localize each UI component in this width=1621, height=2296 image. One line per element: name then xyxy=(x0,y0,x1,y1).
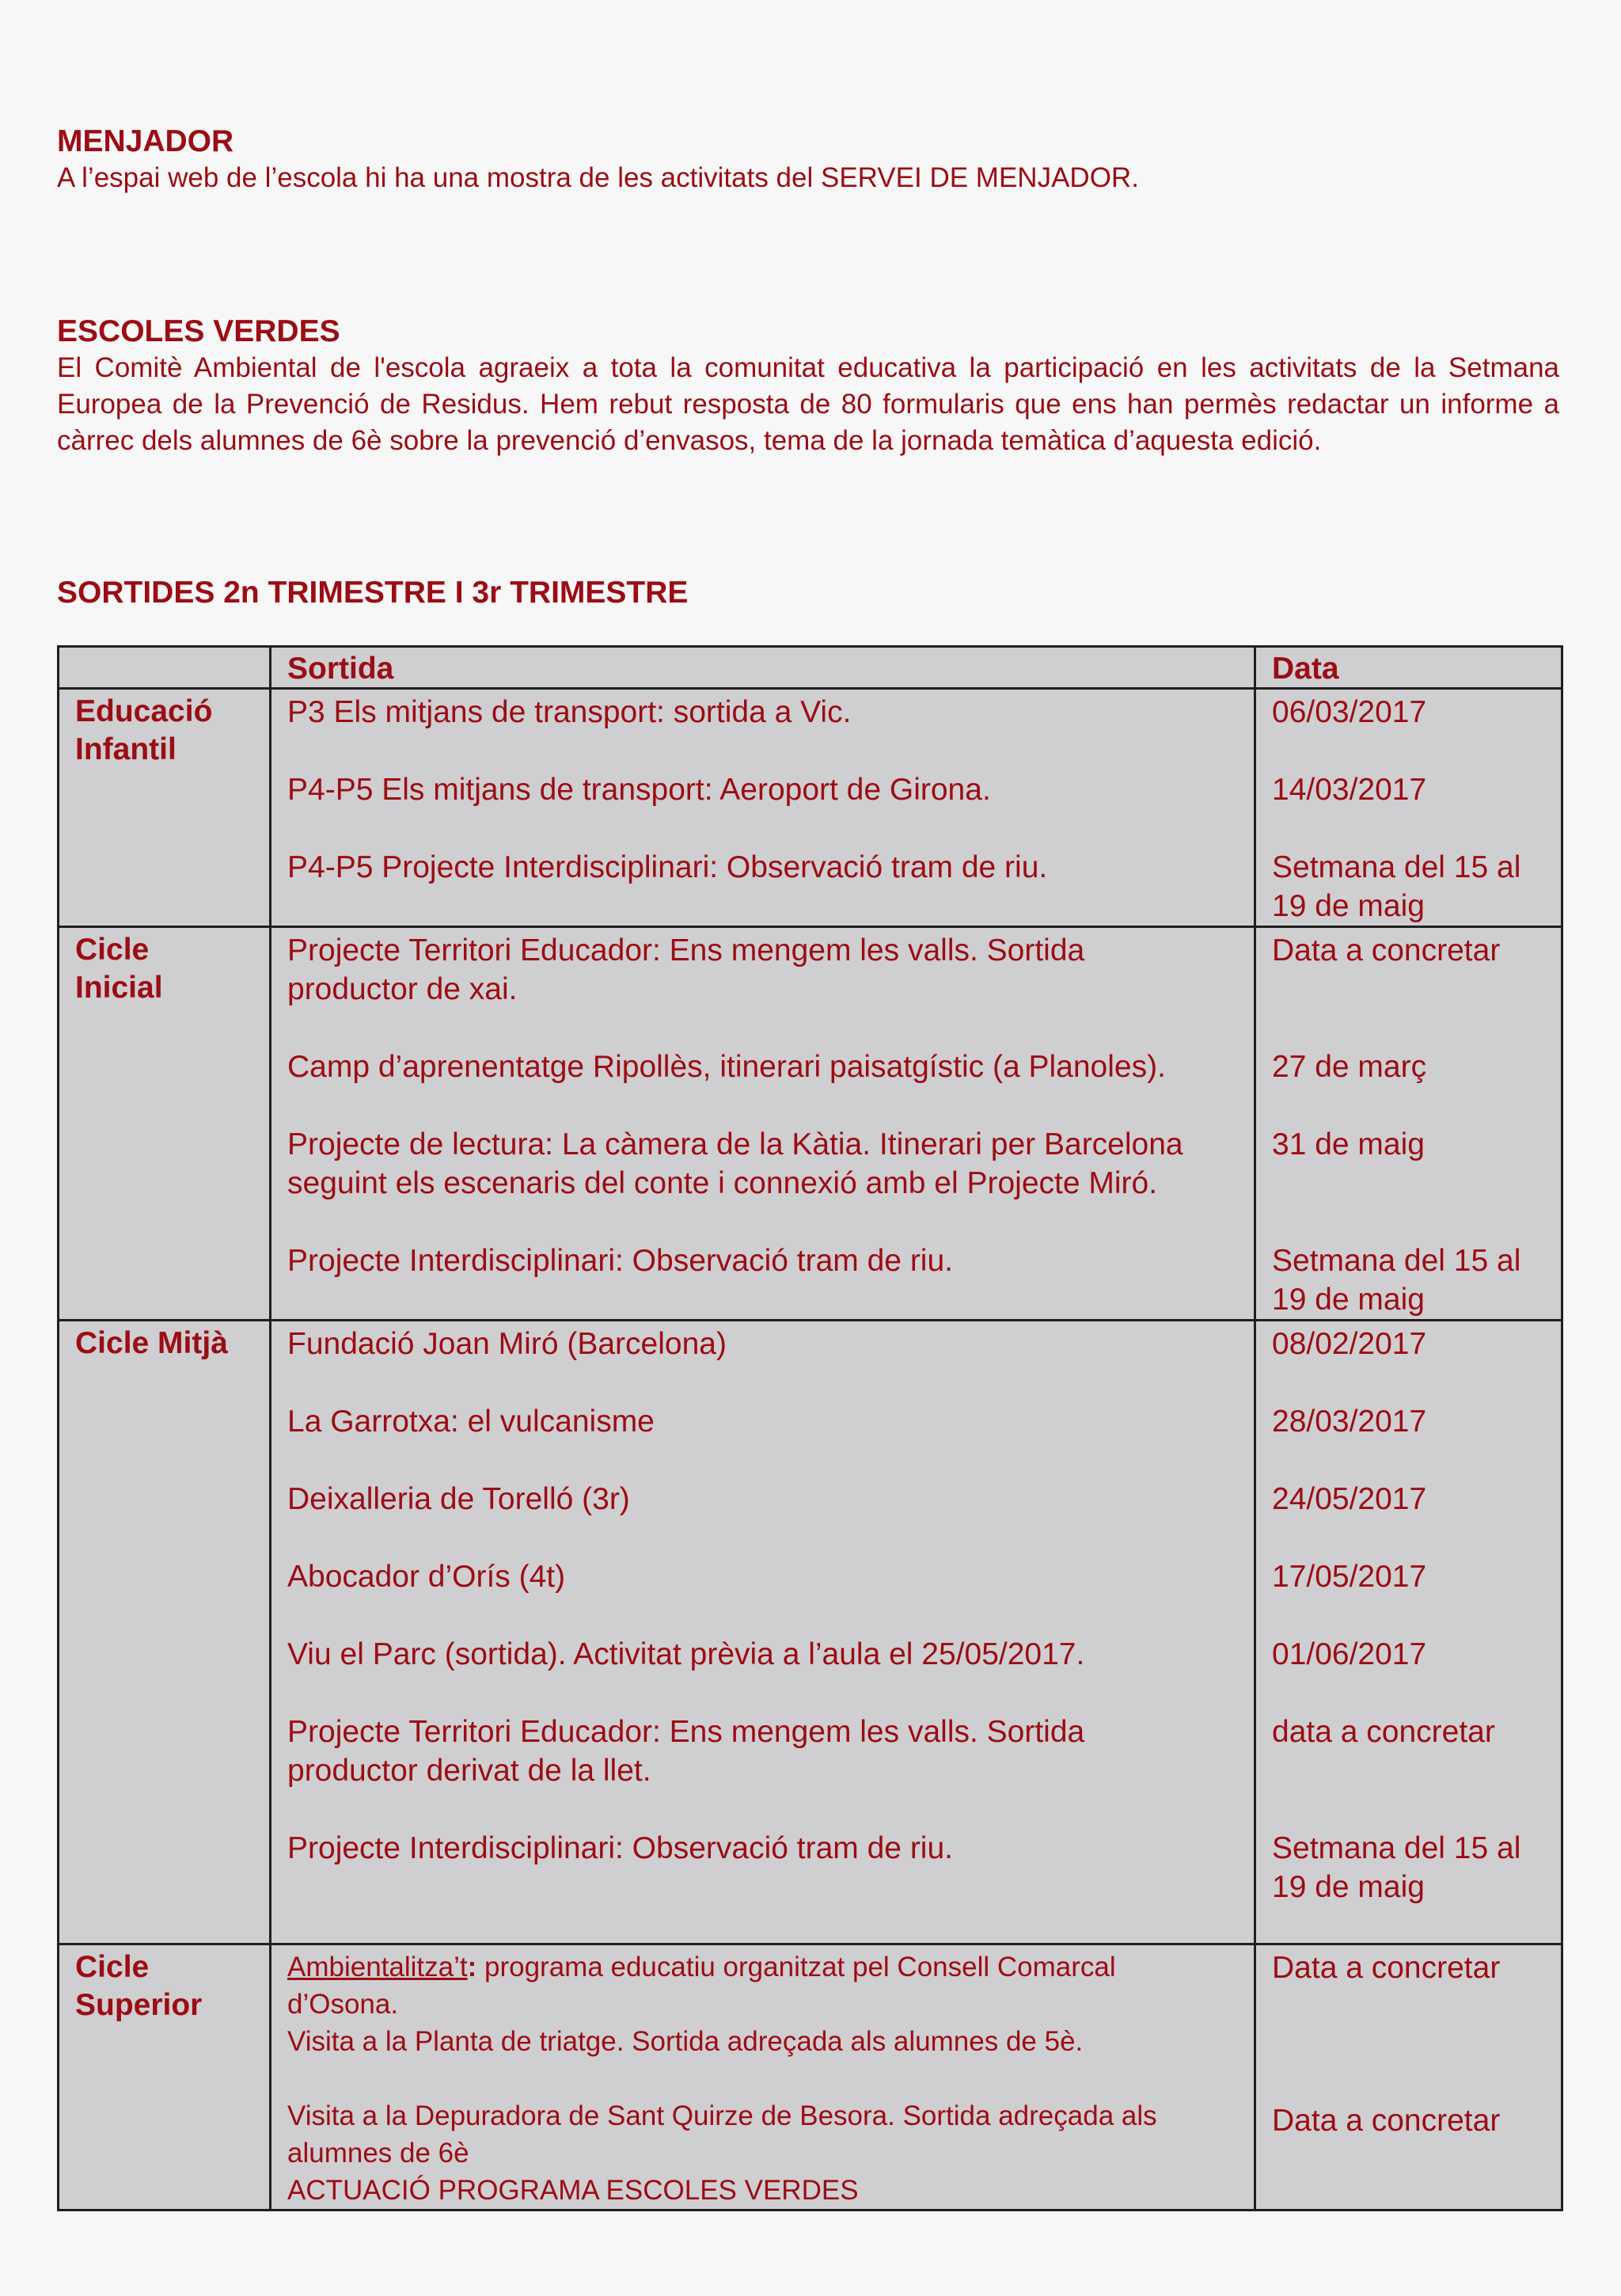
date-item: 31 de maig xyxy=(1272,1127,1425,1161)
date-item: 28/03/2017 xyxy=(1272,1405,1427,1439)
date-item: Data a concretar xyxy=(1272,933,1501,967)
cycle-label: Educació xyxy=(75,694,213,728)
cycle-label: Cicle xyxy=(75,1950,150,1984)
section-sortides xyxy=(57,575,1559,611)
date-item: 01/06/2017 xyxy=(1272,1637,1427,1671)
sortida-item: ACTUACIÓ PROGRAMA ESCOLES VERDES xyxy=(287,2175,859,2206)
date-item: 06/03/2017 xyxy=(1272,695,1427,729)
header-cycle xyxy=(59,647,271,689)
header-data: Data xyxy=(1255,647,1562,689)
date-item: 19 de maig xyxy=(1272,1870,1425,1904)
table-row-infantil xyxy=(59,689,1562,927)
sortida-cell xyxy=(271,689,1255,927)
header-sortida: Sortida xyxy=(271,647,1255,689)
data-cell xyxy=(1255,1321,1562,1944)
cycle-label: Cicle Mitjà xyxy=(75,1326,228,1360)
section-escoles-verdes xyxy=(57,314,1559,459)
date-item: Setmana del 15 al xyxy=(1272,1244,1521,1278)
sortida-item: P3 Els mitjans de transport: sortida a Vic. xyxy=(287,695,852,729)
sortida-item xyxy=(287,1948,1238,1986)
sortida-item: Visita a la Planta de triatge. Sortida adreçada als alumnes de 5è. xyxy=(287,2026,1084,2057)
cycle-label: Infantil xyxy=(75,732,177,766)
cycle-infantil xyxy=(59,689,271,927)
sortides-title: SORTIDES 2n TRIMESTRE I 3r TRIMESTRE xyxy=(57,576,689,610)
cycle-label: Cicle xyxy=(75,933,150,967)
date-item: 24/05/2017 xyxy=(1272,1482,1427,1516)
sortida-item: alumnes de 6è xyxy=(287,2138,469,2169)
sortida-item: seguint els escenaris del conte i connexió amb el Projecte Miró. xyxy=(287,1166,1158,1200)
sortida-item: Projecte Territori Educador: Ens mengem les valls. Sortida xyxy=(287,933,1085,967)
sortida-item: Abocador d’Orís (4t) xyxy=(287,1560,566,1594)
table-row-mitja xyxy=(59,1321,1562,1944)
sortida-item: Projecte Interdisciplinari: Observació tram de riu. xyxy=(287,1244,953,1278)
date-item: Data a concretar xyxy=(1272,1951,1501,1985)
date-item: 14/03/2017 xyxy=(1272,773,1427,807)
escoles-verdes-text: El Comitè Ambiental de l'escola agraeix a tota la comunitat educativa la participació en les activitats de la Setmana Europea de la Prevenció de Residus. Hem rebut resposta de 80 formularis que ens han permès redactar un informe a càrrec dels alumnes de 6è sobre la prevenció d’envasos, tema de la jornada temàtica d’aquesta edició. xyxy=(57,352,1559,456)
sortida-item: Projecte Territori Educador: Ens mengem les valls. Sortida xyxy=(287,1715,1085,1749)
cycle-superior xyxy=(59,1944,271,2210)
date-item: data a concretar xyxy=(1272,1715,1495,1749)
sortida-item: Camp d’aprenentatge Ripollès, itinerari paisatgístic (a Planoles). xyxy=(287,1050,1166,1084)
date-item: Setmana del 15 al xyxy=(1272,1831,1521,1865)
sortida-item: P4-P5 Els mitjans de transport: Aeroport de Girona. xyxy=(287,773,991,807)
sortida-item: La Garrotxa: el vulcanisme xyxy=(287,1405,655,1439)
sortida-item: Fundació Joan Miró (Barcelona) xyxy=(287,1327,727,1361)
sortida-item: Deixalleria de Torelló (3r) xyxy=(287,1482,630,1516)
cycle-mitja xyxy=(59,1321,271,1944)
sortida-item: Viu el Parc (sortida). Activitat prèvia a l’aula el 25/05/2017. xyxy=(287,1637,1085,1671)
sortida-cell xyxy=(271,927,1255,1321)
sortida-item: Visita a la Depuradora de Sant Quirze de Besora. Sortida adreçada als xyxy=(287,2100,1157,2131)
sortides-table xyxy=(57,645,1563,2211)
table-header-row xyxy=(59,647,1562,689)
date-item: Data a concretar xyxy=(1272,2104,1501,2138)
ambientalitzat-link[interactable]: Ambientalitza’t xyxy=(287,1952,468,1982)
table-row-inicial xyxy=(59,927,1562,1321)
date-item: 17/05/2017 xyxy=(1272,1560,1427,1594)
menjador-title: MENJADOR xyxy=(57,124,234,158)
sortida-item: Projecte Interdisciplinari: Observació tram de riu. xyxy=(287,1831,953,1865)
sortida-cell xyxy=(271,1321,1255,1944)
section-menjador xyxy=(57,124,1559,196)
date-item: 08/02/2017 xyxy=(1272,1327,1427,1361)
sortida-item: P4-P5 Projecte Interdisciplinari: Observació tram de riu. xyxy=(287,850,1048,884)
table-row-superior xyxy=(59,1944,1562,2210)
colon: : xyxy=(467,1952,477,1982)
cycle-label: Superior xyxy=(75,1988,203,2022)
data-cell xyxy=(1255,927,1562,1321)
date-item: 19 de maig xyxy=(1272,1283,1425,1317)
menjador-text: A l’espai web de l’escola hi ha una mostra de les activitats del SERVEI DE MENJADOR. xyxy=(57,162,1139,193)
sortida-item: productor derivat de la llet. xyxy=(287,1754,651,1788)
date-item: Setmana del 15 al xyxy=(1272,850,1521,884)
data-cell xyxy=(1255,689,1562,927)
escoles-verdes-title: ESCOLES VERDES xyxy=(57,314,340,348)
sortida-item: productor de xai. xyxy=(287,972,518,1006)
cycle-label: Inicial xyxy=(75,971,163,1005)
sortida-item: Projecte de lectura: La càmera de la Kàtia. Itinerari per Barcelona xyxy=(287,1127,1183,1161)
date-item: 27 de març xyxy=(1272,1050,1427,1084)
sortida-cell xyxy=(271,1944,1255,2210)
sortida-text: programa educatiu organitzat pel Consell Comarcal xyxy=(476,1952,1116,1982)
cycle-inicial xyxy=(59,927,271,1321)
sortida-item: d’Osona. xyxy=(287,1989,399,2020)
data-cell xyxy=(1255,1944,1562,2210)
date-item: 19 de maig xyxy=(1272,889,1425,923)
